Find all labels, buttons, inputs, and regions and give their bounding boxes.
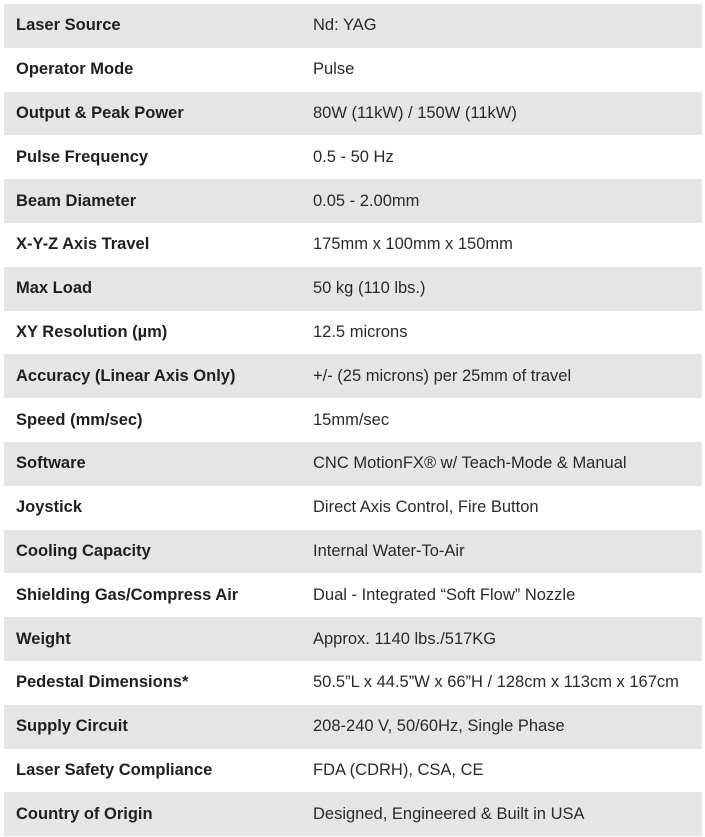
spec-label: Operator Mode (16, 60, 134, 79)
spec-table (4, 4, 702, 836)
spec-value: CNC MotionFX® w/ Teach-Mode & Manual (313, 454, 627, 473)
spec-label: Output & Peak Power (16, 103, 184, 122)
spec-value: FDA (CDRH), CSA, CE (313, 760, 484, 779)
spec-row-output-peak-power (4, 92, 702, 136)
spec-row-software (4, 442, 702, 486)
spec-row-pedestal-dimensions (4, 661, 702, 705)
spec-row-accuracy (4, 354, 702, 398)
spec-row-xy-resolution (4, 311, 702, 355)
spec-row-pulse-frequency (4, 135, 702, 179)
spec-value: 175mm x 100mm x 150mm (313, 235, 513, 254)
spec-row-operator-mode (4, 48, 702, 92)
spec-value: 80W (11kW) / 150W (11kW) (313, 103, 517, 122)
spec-row-beam-diameter (4, 179, 702, 223)
spec-row-laser-source (4, 4, 702, 48)
spec-value: 208-240 V, 50/60Hz, Single Phase (313, 717, 565, 736)
spec-value: 50 kg (110 lbs.) (313, 279, 426, 298)
spec-label: X-Y-Z Axis Travel (16, 235, 150, 254)
spec-label: Max Load (16, 279, 93, 298)
spec-row-cooling-capacity (4, 530, 702, 574)
spec-label: Speed (mm/sec) (16, 410, 143, 429)
spec-label: Joystick (16, 498, 83, 517)
spec-value: Designed, Engineered & Built in USA (313, 804, 585, 823)
spec-label: Shielding Gas/Compress Air (16, 585, 239, 604)
spec-label: Laser Source (16, 16, 121, 35)
spec-value: 50.5”L x 44.5”W x 66”H / 128cm x 113cm x 167cm (313, 673, 679, 692)
spec-row-max-load (4, 267, 702, 311)
spec-value: Approx. 1140 lbs./517KG (313, 629, 497, 648)
spec-value: 0.5 - 50 Hz (313, 147, 394, 166)
spec-label: Pedestal Dimensions* (16, 673, 189, 692)
spec-value: Internal Water-To-Air (313, 541, 465, 560)
spec-value: 0.05 - 2.00mm (313, 191, 420, 210)
spec-label: Cooling Capacity (16, 541, 151, 560)
spec-label: Laser Safety Compliance (16, 760, 213, 779)
spec-row-speed (4, 398, 702, 442)
spec-value: Pulse (313, 60, 355, 79)
spec-value: 12.5 microns (313, 322, 408, 341)
spec-row-axis-travel (4, 223, 702, 267)
spec-value: +/- (25 microns) per 25mm of travel (313, 366, 572, 385)
spec-label: Weight (16, 629, 71, 648)
spec-row-joystick (4, 486, 702, 530)
spec-label: Accuracy (Linear Axis Only) (16, 366, 236, 385)
spec-value: 15mm/sec (313, 410, 390, 429)
spec-row-laser-safety (4, 749, 702, 793)
spec-label: Pulse Frequency (16, 147, 149, 166)
spec-label: Country of Origin (16, 804, 153, 823)
spec-row-country-of-origin (4, 792, 702, 836)
spec-value: Direct Axis Control, Fire Button (313, 498, 539, 517)
spec-label: Beam Diameter (16, 191, 137, 210)
spec-value: Nd: YAG (313, 16, 377, 35)
spec-label: Software (16, 454, 86, 473)
spec-label: Supply Circuit (16, 717, 128, 736)
spec-row-shielding-gas (4, 573, 702, 617)
spec-value: Dual - Integrated “Soft Flow” Nozzle (313, 585, 576, 604)
spec-row-supply-circuit (4, 705, 702, 749)
spec-label: XY Resolution (µm) (16, 322, 168, 341)
spec-row-weight (4, 617, 702, 661)
